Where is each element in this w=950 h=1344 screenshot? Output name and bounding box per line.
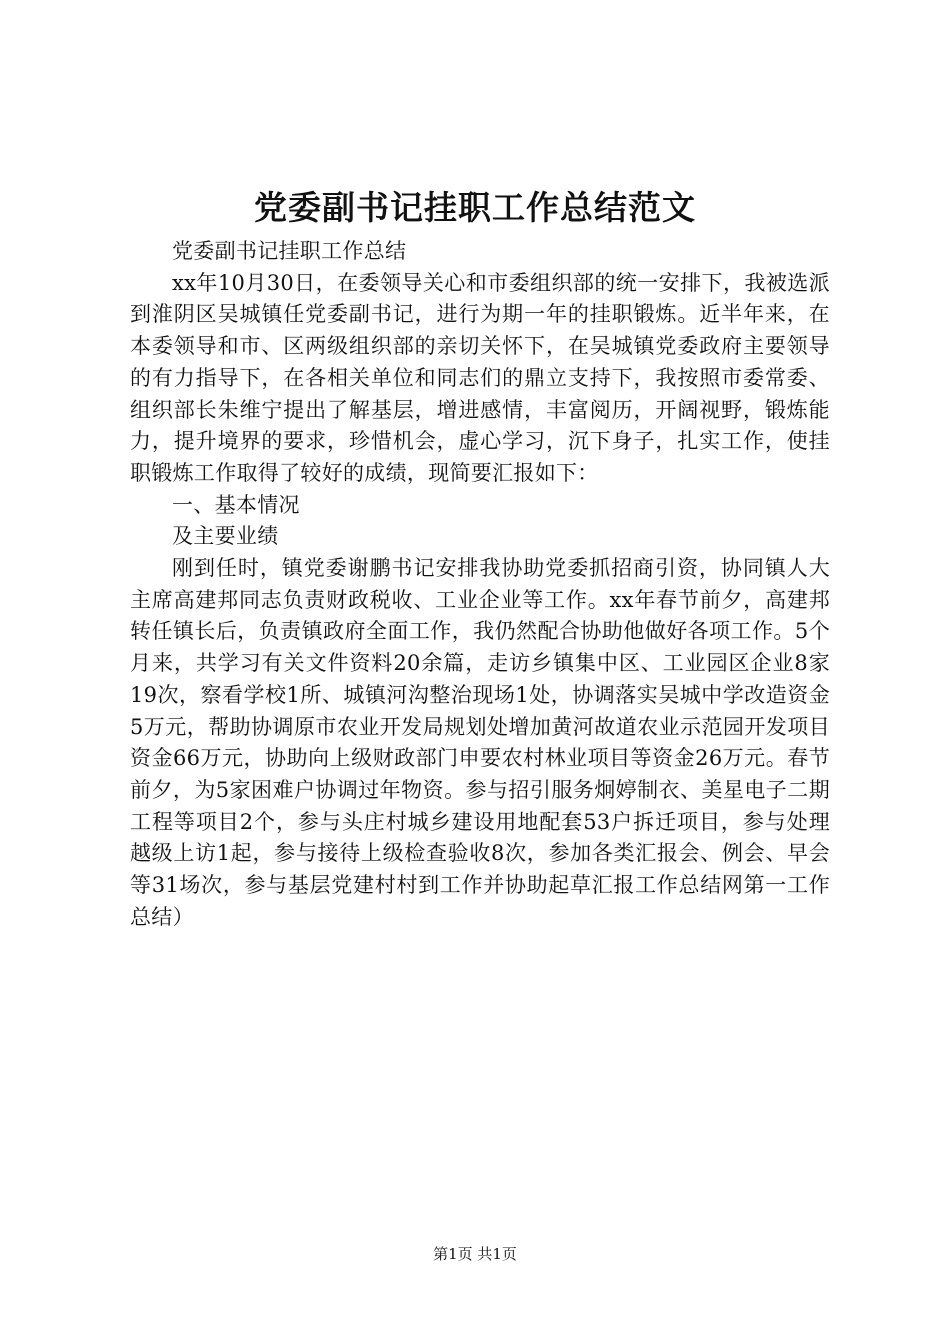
document-title: 党委副书记挂职工作总结范文 — [254, 188, 696, 227]
paragraph-intro: xx年10月30日，在委领导关心和市委组织部的统一安排下，我被选派到淮阴区吴城镇任党委副书记，进行为期一年的挂职锻炼。近半年来，在本委领导和市、区两级组织部的亲切关怀下，在吴城镇党委政府主要领导的有力指导下，在各相关单位和同志们的鼎立支持下，我按照市委常委、组织部长朱维宁提出了解基层，增进感情，丰富阅历，开阔视野，锻炼能力，提升境界的要求，珍惜机会，虚心学习，沉下身子，扎实工作，使挂职锻炼工作取得了较好的成绩，现简要汇报如下： — [130, 270, 830, 485]
paragraph-heading: 党委副书记挂职工作总结 — [172, 239, 407, 263]
document-body — [130, 236, 830, 933]
section-subheading: 及主要业绩 — [172, 524, 279, 549]
paragraph-achievements: 刚到任时，镇党委谢鹏书记安排我协助党委抓招商引资，协同镇人大主席高建邦同志负责财政税收、工业企业等工作。xx年春节前夕，高建邦转任镇长后，负责镇政府全面工作，我仍然配合协助他做好各项工作。5个月来，共学习有关文件资料20余篇，走访乡镇集中区、工业园区企业8家19次，察看学校1所、城镇河沟整治现场1处，协调落实吴城中学改造资金5万元，帮助协调原市农业开发局规划处增加黄河故道农业示范园开发项目资金66万元，协助向上级财政部门申要农村林业项目等资金26万元。春节前夕，为5家困难户协调过年物资。参与招引服务炯婷制衣、美星电子二期工程等项目2个，参与头庄村城乡建设用地配套53户拆迁项目，参与处理越级上访1起，参与接待上级检查验收8次，参加各类汇报会、例会、早会等31场次，参与基层党建村村到工作并协助起草汇报工作总结网第一工作总结） — [130, 556, 830, 929]
page-number-footer: 第1页 共1页 — [433, 1245, 517, 1263]
section-heading: 一、基本情况 — [172, 492, 300, 517]
